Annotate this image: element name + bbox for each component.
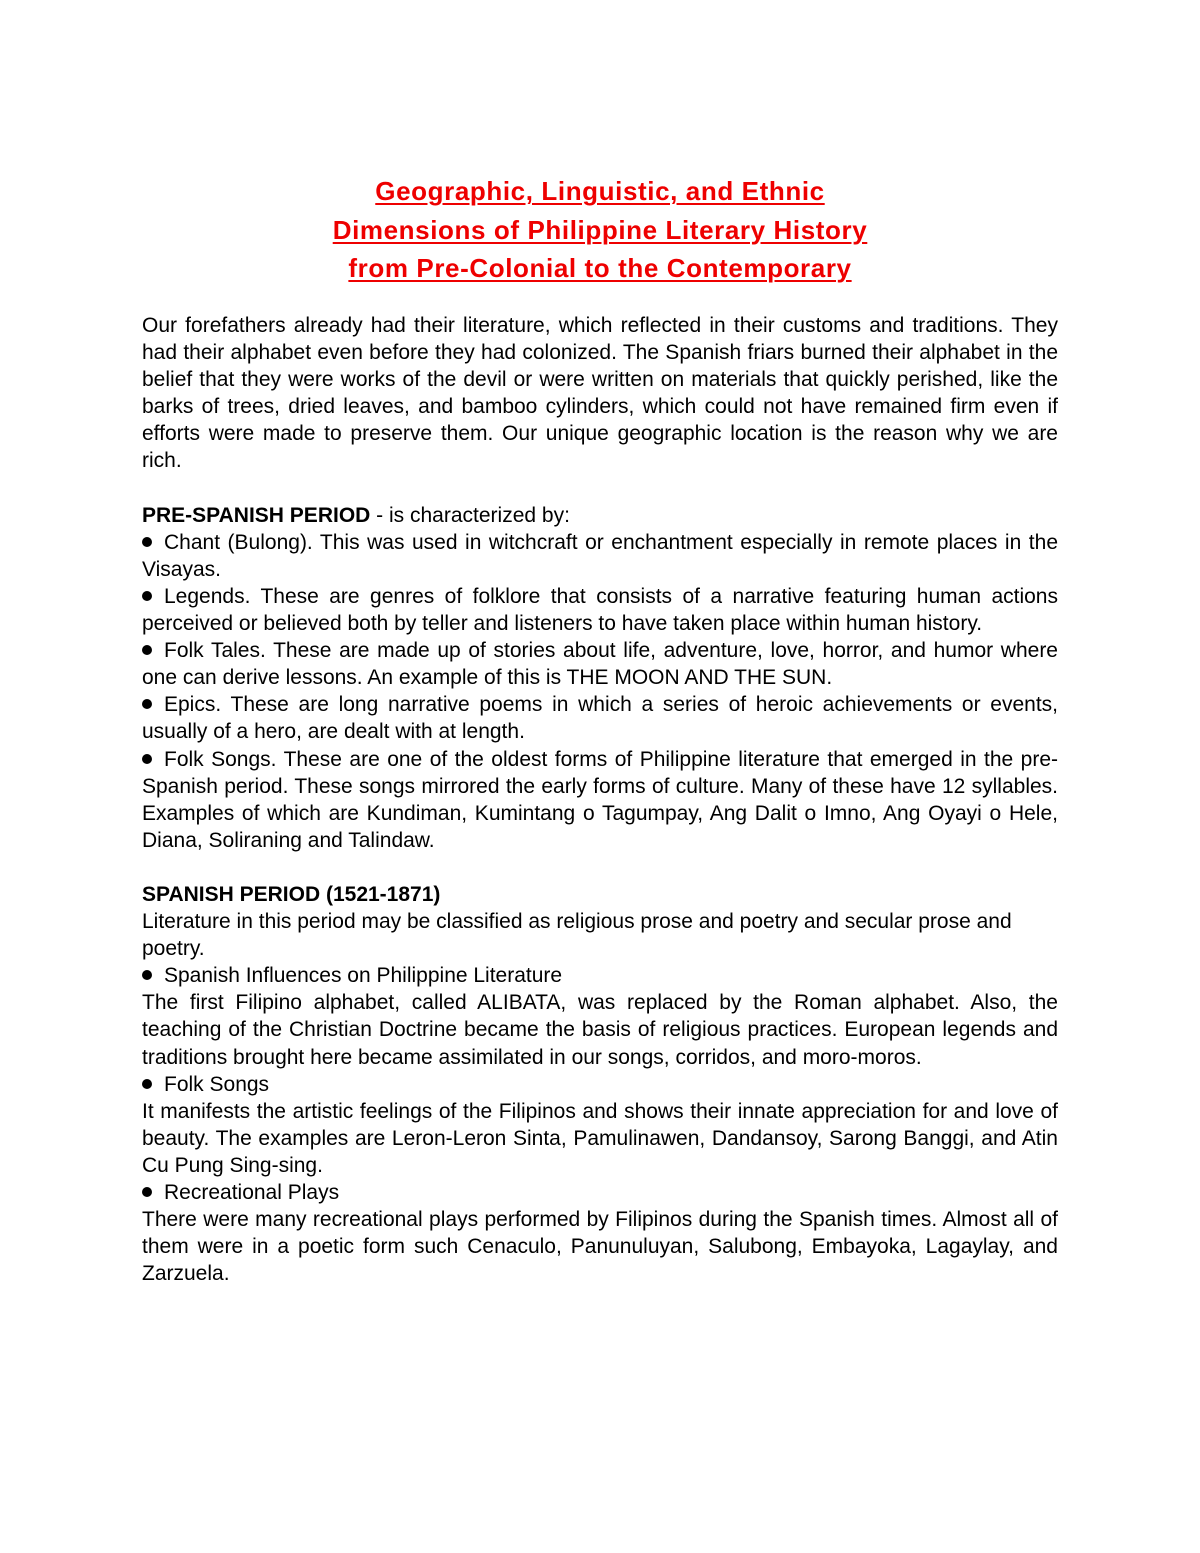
title-line-2: Dimensions of Philippine Literary History <box>332 214 868 245</box>
pre-spanish-item-text: Chant (Bulong). This was used in witchcraft or enchantment especially in remote places in the Visayas. <box>142 530 1058 581</box>
pre-spanish-heading: PRE-SPANISH PERIOD <box>142 503 371 527</box>
spanish-section-title: Spanish Influences on Philippine Literature <box>164 964 563 988</box>
bullet-icon <box>142 962 164 989</box>
title-line-3: from Pre-Colonial to the Contemporary <box>348 253 852 283</box>
pre-spanish-item-epics <box>142 691 1058 745</box>
spanish-section-text: The first Filipino alphabet, called ALIBATA, was replaced by the Roman alphabet. Also, the teaching of the Christian Doctrine became the basis of religious practices. European legends and traditions brought here became assimilated in our songs, corridos, and moro-moros. <box>142 991 1058 1069</box>
spanish-section-bullet <box>142 1179 1058 1206</box>
intro-paragraph: Our forefathers already had their literature, which reflected in their customs and traditions. They had their alphabet even before they had colonized. The Spanish friars burned their alphabet in the belief that they were works of the devil or were written on materials that quickly perished, like the barks of trees, dried leaves, and bamboo cylinders, which could not have remained firm even if efforts were made to preserve them. Our unique geographic location is the reason why we are rich. <box>142 314 1058 473</box>
bullet-icon <box>142 637 164 664</box>
bullet-icon <box>142 1071 164 1098</box>
spanish-period-intro: Literature in this period may be classified as religious prose and poetry and secular prose and poetry. <box>142 910 1012 961</box>
spanish-section-bullet <box>142 962 1058 989</box>
spanish-section-title: Recreational Plays <box>164 1181 340 1204</box>
pre-spanish-heading-suffix: - is characterized by: <box>370 503 570 527</box>
pre-spanish-heading-line <box>142 502 1058 529</box>
pre-spanish-item-folk-songs <box>142 746 1058 854</box>
spacer <box>142 475 1058 502</box>
spanish-section-text: There were many recreational plays performed by Filipinos during the Spanish times. Almost all of them were in a poetic form such Cenaculo, Panunuluyan, Salubong, Embayoka, Lagaylay, and Zarzuela. <box>142 1208 1058 1286</box>
pre-spanish-item-text: Epics. These are long narrative poems in which a series of heroic achievements or events, usually of a hero, are dealt with at length. <box>142 693 1058 744</box>
pre-spanish-item-text: Legends. These are genres of folklore that consists of a narrative featuring human actions perceived or believed both by teller and listeners to have taken place within human history. <box>142 584 1058 636</box>
bullet-icon <box>142 1179 164 1206</box>
spanish-section-bullet <box>142 1071 1058 1098</box>
document-body <box>142 312 1058 1287</box>
pre-spanish-item-text: Folk Tales. These are made up of stories about life, adventure, love, horror, and humor where one can derive lessons. An example of this is THE MOON AND THE SUN. <box>142 639 1058 690</box>
bullet-icon <box>142 583 164 610</box>
bullet-icon <box>142 691 164 718</box>
bullet-icon <box>142 746 164 773</box>
pre-spanish-item-text: Folk Songs. These are one of the oldest forms of Philippine literature that emerged in the pre-Spanish period. These songs mirrored the early forms of culture. Many of these have 12 syllables. Examples of which are Kundiman, Kumintang o Tagumpay, Ang Dalit o Imno, Ang Oyayi o Hele, Diana, Soliraning and Talindaw. <box>142 747 1058 852</box>
spanish-section-title: Folk Songs <box>164 1072 270 1096</box>
spanish-section-text: It manifests the artistic feelings of the Filipinos and shows their innate appreciation for and love of beauty. The examples are Leron-Leron Sinta, Pamulinawen, Dandansoy, Sarong Banggi, and Atin Cu Pung Sing-sing. <box>142 1099 1058 1177</box>
spanish-period-heading: SPANISH PERIOD (1521-1871) <box>142 882 441 906</box>
title-line-1: Geographic, Linguistic, and Ethnic <box>375 176 825 206</box>
pre-spanish-item-legends <box>142 583 1058 637</box>
document-title <box>142 172 1058 288</box>
spacer <box>142 854 1058 881</box>
pre-spanish-item-folk-tales <box>142 637 1058 691</box>
pre-spanish-item-chant <box>142 529 1058 583</box>
bullet-icon <box>142 529 164 556</box>
